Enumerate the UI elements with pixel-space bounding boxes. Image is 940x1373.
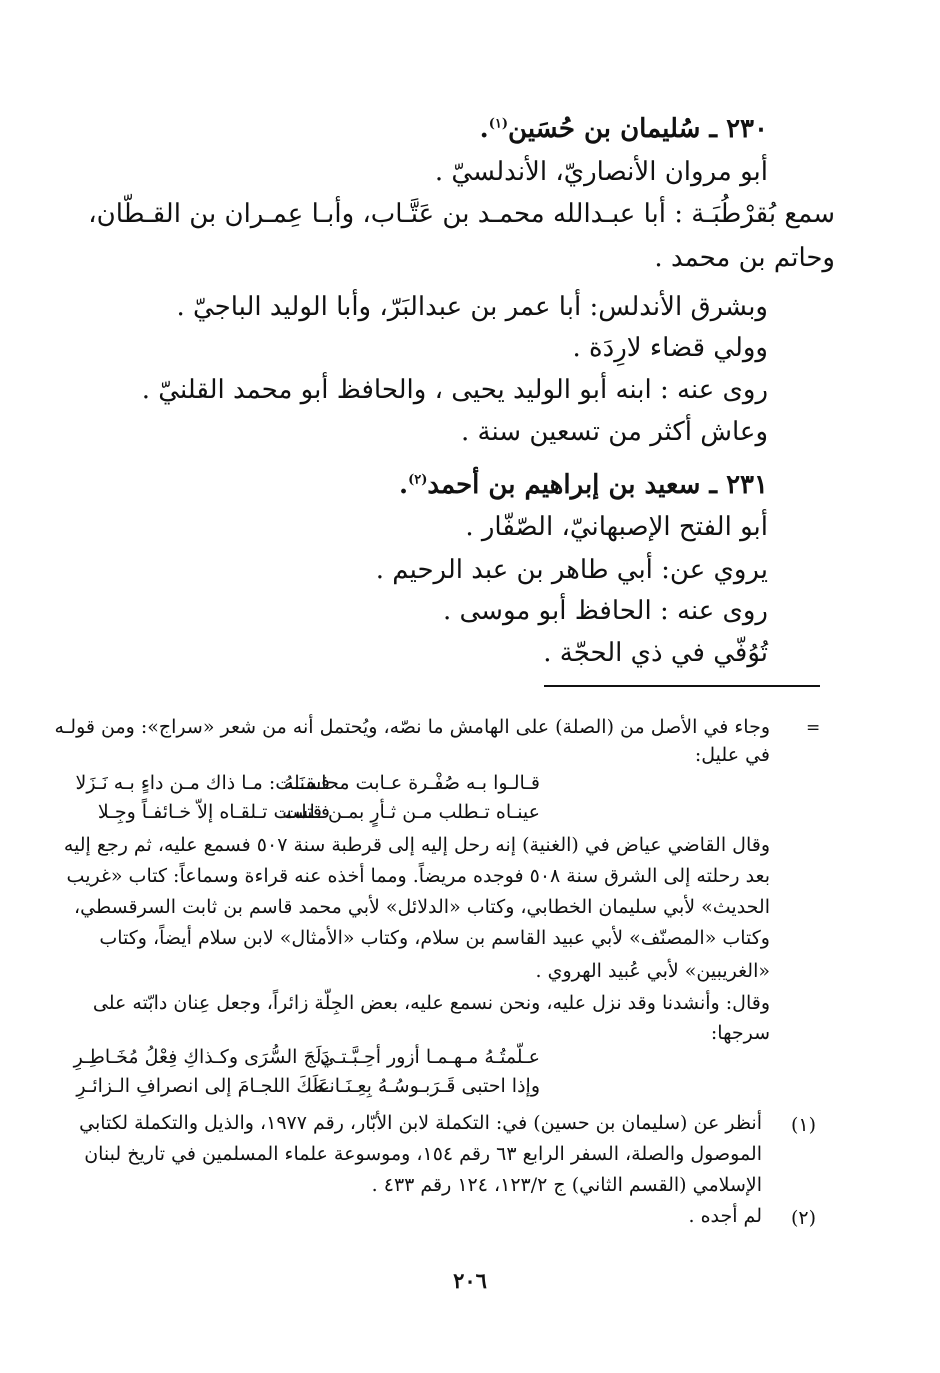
entry-line: وحاتم بن محمد . (654, 243, 835, 273)
entry-line: روى عنه : ابنه أبو الوليد يحيى ، والحافظ أبو محمد القلنيّ . (141, 375, 768, 405)
footnote-ref: (١) (488, 116, 509, 132)
footnote-line: سرجها: (710, 1022, 770, 1044)
footnote-line: الحديث» لأبي سليمان الخطابي، وكتاب «الدلائل» لأبي محمد قاسم بن ثابت السرقسطي، (74, 896, 770, 918)
footnote-1-line: أنظر عن (سليمان بن حسين) في: التكملة لابن الأبّار، رقم ١٩٧٧، والذيل والتكملة لكتابي (79, 1112, 762, 1134)
footnote-line: بعد رحلته إلى الشرق سنة ٥٠٨ فوجده مريضاً. ومما أخذه عنه قراءة وسماعاً: كتاب «غريب (66, 865, 770, 887)
period: . (479, 114, 489, 144)
verse-right: قـالـوا بـه صُفْـرة عـابت محاسنَـهُ (283, 772, 540, 794)
entry-line: وعاش أكثر من تسعين سنة . (460, 417, 768, 447)
entry-230-heading (480, 112, 768, 146)
footnote-ref: (٢) (408, 472, 428, 488)
verse-right: عـلّمتُـهُ مـهـمـا أزور أحِـبَّـتـي (319, 1046, 540, 1068)
verse-right: وإذا احتبى قَـرَبـوسُـهُ بِعِـنَـانـه (313, 1075, 540, 1097)
verse-left: فـقـلت: مـا ذاك مـن داءٍ بـه نَـزَلا (75, 772, 330, 794)
entry-line: روى عنه : الحافظ أبو موسى . (442, 596, 768, 626)
footnote-line: وكتاب «المصنّف» لأبي عبيد القاسم بن سلام، وكتاب «الأمثال» لابن سلام أيضاً، وكتاب (99, 927, 770, 949)
footnote-line: وجاء في الأصل من (الصلة) على الهامش ما نصّه، ويُحتمل أنه من شعر «سراج»: ومن قولـه (54, 716, 770, 738)
footnote-line: في عليل: (694, 744, 770, 766)
verse-left: دَلَجَ السُّرَى وكـذاكِ فِعْلُ مُخَـاطِـرِ (73, 1046, 330, 1068)
entry-line: أبو مروان الأنصاريّ، الأندلسيّ . (434, 157, 768, 187)
footnote-1-line: الإسلامي (القسم الثاني) ج ١٢٣/٢، ١٢٤ رقم ٤٣٣ . (371, 1174, 762, 1196)
continuation-marker: = (806, 718, 821, 738)
verse-left: فـلست تـلقـاه إلاّ خـائفـاً وجِـلا (97, 801, 330, 823)
footnote-2-number: (٢) (790, 1207, 816, 1229)
verse-left: عَلَكَ اللجـامَ إلى انصرافِ الـزائـرِ (76, 1075, 330, 1097)
entry-line: يروي عن: أبي طاهر بن عبد الرحيم . (375, 555, 768, 585)
footnote-line: وقال القاضي عياض في (الغنية) إنه رحل إليه إلى قرطبة سنة ٥٠٧ فسمع عليه، ثم رجع إليه (63, 834, 770, 856)
footnote-rule (544, 685, 820, 687)
entry-line: وبشرق الأندلس: أبا عمر بن عبدالبَرّ، وأبا الوليد الباجيّ . (176, 292, 768, 322)
page-number: ٢٠٦ (453, 1268, 487, 1293)
entry-number: ٢٣٠ ـ (709, 114, 768, 144)
footnote-line: «الغريبين» لأبي عُبيد الهروي . (535, 960, 770, 982)
entry-231-heading (399, 468, 768, 502)
verse-right: عينـاه تـطلب مـن ثـأرٍ بمـن قتلت (282, 801, 540, 823)
entry-name: سعيد بن إبراهيم بن أحمد (427, 470, 701, 500)
entry-name: سُليمان بن حُسَين (508, 114, 701, 144)
entry-number: ٢٣١ ـ (709, 470, 768, 500)
footnote-1-line: الموصول والصلة، السفر الرابع ٦٣ رقم ١٥٤، وموسوعة علماء المسلمين في تاريخ لبنان (84, 1143, 762, 1165)
footnote-2-text: لم أجده . (688, 1205, 762, 1227)
entry-line: وولي قضاء لارِدَة . (572, 333, 768, 363)
entry-line: أبو الفتح الإصبهانيّ، الصّفّار . (465, 512, 768, 542)
period: . (399, 470, 409, 500)
entry-line: تُوُفّي في ذي الحجّة . (543, 638, 768, 668)
footnote-1-number: (١) (790, 1114, 816, 1136)
entry-line: سمع بُقرْطُبَـة : أبا عبـدالله محمـد بن عَتَّـاب، وأبـا عِمـران بن القـطّان، (88, 199, 835, 229)
footnote-line: وقال: وأنشدنا وقد نزل عليه، ونحن نسمع عليه، بعض الجِلّة زائراً، وجعل عِنان دابّته على (92, 992, 770, 1014)
